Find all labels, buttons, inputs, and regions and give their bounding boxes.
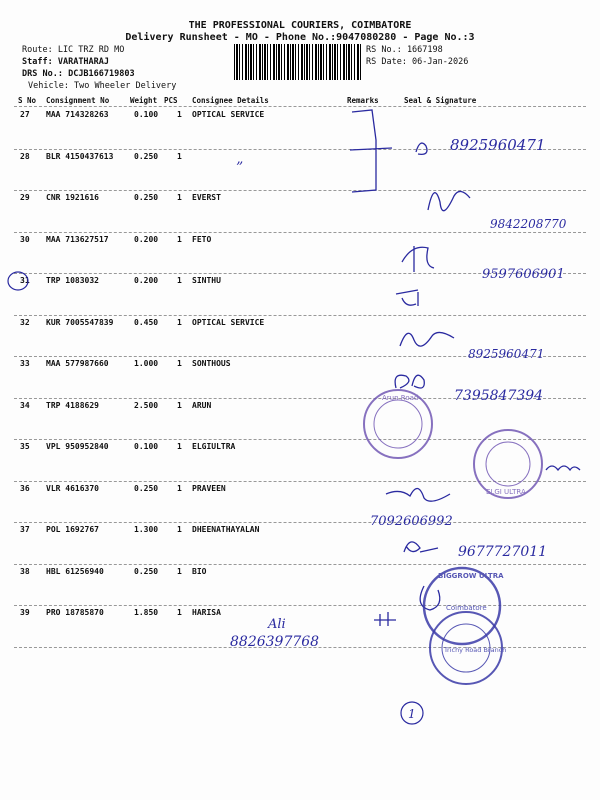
- cell-sno: 33: [20, 359, 30, 368]
- runsheet-subtitle: Delivery Runsheet - MO - Phone No.:9047080280 - Page No.:3: [125, 32, 475, 43]
- cell-cons: POL 1692767: [46, 525, 99, 534]
- cell-weight: 1.000: [134, 359, 159, 368]
- handwritten-phone: 8925960471: [450, 136, 546, 154]
- signature-mark: [402, 246, 434, 272]
- cell-cons: VLR 4616370: [46, 483, 99, 493]
- cell-sno: 31: [20, 276, 30, 285]
- cell-sno: 29: [20, 193, 30, 202]
- col-consignment: Consignment No: [46, 96, 110, 105]
- cell-cons: KUR 7005547839: [46, 317, 114, 327]
- cell-sno: 37: [20, 525, 30, 534]
- signature-mark: [404, 542, 438, 552]
- handwritten-phone: 9677727011: [458, 544, 548, 560]
- cell-cons: CNR 1921616: [46, 193, 99, 202]
- col-seal: Seal & Signature: [404, 96, 477, 105]
- rs-number: RS No.: 1667198: [366, 45, 443, 55]
- cell-weight: 1.300: [134, 525, 159, 534]
- cell-weight: 0.250: [134, 151, 159, 161]
- stamp-text: BIGGROW ULTRA: [438, 572, 504, 580]
- cell-consignee: SINTHU: [192, 276, 221, 285]
- cell-cons: MAA 714328263: [46, 110, 109, 119]
- cell-sno: 32: [20, 317, 30, 327]
- cell-sno: 35: [20, 442, 30, 451]
- cell-cons: TRP 4188629: [46, 400, 99, 410]
- handwritten-phone: 7395847394: [454, 388, 544, 404]
- cell-consignee: OPTICAL SERVICE: [192, 110, 265, 119]
- signature-mark: [400, 332, 454, 346]
- col-sno: S No: [18, 96, 37, 105]
- ditto-mark: ”: [236, 160, 244, 176]
- row-circle-mark: [8, 272, 28, 290]
- signature-mark: [395, 375, 424, 388]
- vehicle-label: Vehicle: Two Wheeler Delivery: [28, 81, 177, 91]
- cell-cons: PRO 18785870: [46, 608, 104, 617]
- cell-cons: TRP 1083032: [46, 276, 99, 285]
- cell-cons: MAA 713627517: [46, 234, 109, 244]
- cell-weight: 2.500: [134, 400, 159, 410]
- cell-pcs: 1: [177, 400, 182, 410]
- cell-sno: 30: [20, 234, 30, 244]
- cell-consignee: EVERST: [192, 193, 221, 202]
- handwritten-phone: 7092606992: [370, 514, 453, 529]
- cell-pcs: 1: [177, 525, 182, 534]
- cell-weight: 0.100: [134, 442, 159, 451]
- seal-stamp: [474, 430, 542, 498]
- cell-weight: 0.200: [134, 276, 159, 285]
- cell-sno: 36: [20, 483, 30, 493]
- stamp-text: Coimbatore: [446, 604, 487, 612]
- cell-consignee: FETO: [192, 234, 212, 244]
- cell-pcs: 1: [177, 234, 182, 244]
- seal-stamp: [364, 390, 432, 458]
- drs-label: DRS No.: DCJB166719803: [22, 69, 135, 79]
- cell-sno: 27: [20, 110, 30, 119]
- signature-mark: [546, 466, 580, 470]
- cell-consignee: PRAVEEN: [192, 483, 226, 493]
- company-title: THE PROFESSIONAL COURIERS, COIMBATORE: [188, 20, 412, 31]
- cell-weight: 0.250: [134, 566, 159, 576]
- col-pcs: PCS: [164, 96, 178, 105]
- cell-consignee: DHEENATHAYALAN: [192, 525, 260, 534]
- rs-date: RS Date: 06-Jan-2026: [366, 57, 469, 67]
- cell-consignee: OPTICAL SERVICE: [192, 317, 265, 327]
- cell-consignee: HARISA: [192, 608, 221, 617]
- signature-mark: [386, 488, 450, 501]
- handwritten-phone: 8925960471: [468, 347, 545, 361]
- cell-pcs: 1: [177, 276, 182, 285]
- page-mark: 1: [408, 707, 416, 721]
- cell-pcs: 1: [177, 359, 182, 368]
- cell-cons: MAA 577987660: [46, 359, 109, 368]
- cell-pcs: 1: [177, 566, 182, 576]
- cell-cons: VPL 950952840: [46, 442, 109, 451]
- cell-weight: 0.450: [134, 317, 159, 327]
- cell-weight: 0.100: [134, 110, 159, 119]
- cell-consignee: SONTHOUS: [192, 359, 231, 368]
- seal-stamp: [424, 568, 504, 644]
- handwritten-phone: 8826397768: [230, 634, 320, 650]
- cell-weight: 0.200: [134, 234, 159, 244]
- signature-mark: [374, 612, 396, 626]
- cell-cons: HBL 61256940: [46, 566, 104, 576]
- cell-sno: 34: [20, 400, 30, 410]
- cell-weight: 0.250: [134, 483, 159, 493]
- cell-consignee: BIO: [192, 566, 207, 576]
- signature-mark: [416, 143, 427, 154]
- cell-pcs: 1: [177, 151, 182, 161]
- stamp-text: ELGI ULTRA: [486, 488, 526, 496]
- signature-mark: [396, 290, 418, 306]
- col-remarks: Remarks: [347, 96, 379, 105]
- col-consignee: Consignee Details: [192, 96, 269, 105]
- handwritten-phone: 9842208770: [490, 217, 567, 231]
- cell-pcs: 1: [177, 317, 182, 327]
- cell-pcs: 1: [177, 193, 182, 202]
- cell-weight: 1.850: [134, 608, 159, 617]
- cell-pcs: 1: [177, 442, 182, 451]
- handwritten-phone: 9597606901: [482, 267, 565, 282]
- route-label: Route: LIC TRZ RD MO: [22, 45, 125, 55]
- signature-mark: [428, 191, 470, 210]
- cell-sno: 38: [20, 566, 30, 576]
- cell-consignee: ARUN: [192, 400, 212, 410]
- remarks-bracket: [350, 110, 392, 192]
- stamp-text: Arun Road: [382, 394, 419, 402]
- cell-consignee: ELGIULTRA: [192, 442, 236, 451]
- cell-pcs: 1: [177, 483, 182, 493]
- cell-pcs: 1: [177, 110, 182, 119]
- stamp-text: Trichy Road Branch: [444, 646, 507, 654]
- cell-cons: BLR 4150437613: [46, 151, 114, 161]
- col-weight: Weight: [130, 96, 158, 105]
- cell-weight: 0.250: [134, 193, 159, 202]
- staff-label: Staff: VARATHARAJ: [22, 57, 110, 67]
- cell-sno: 39: [20, 608, 30, 617]
- handwritten-name: Ali: [268, 617, 286, 632]
- cell-pcs: 1: [177, 608, 182, 617]
- cell-sno: 28: [20, 151, 30, 161]
